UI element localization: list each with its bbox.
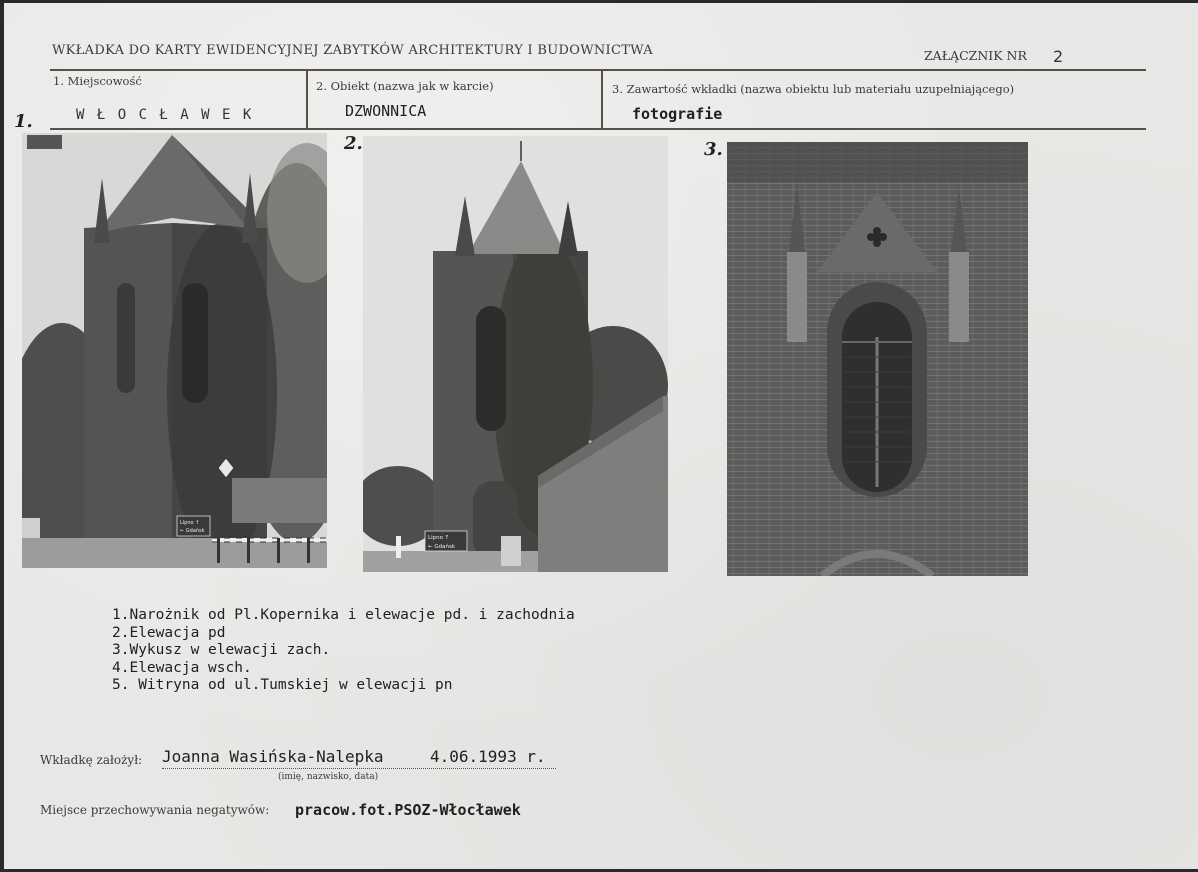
- locality-value: W Ł O C Ł A W E K: [76, 107, 254, 123]
- caption-3: 3.Wykusz w elewacji zach.: [112, 642, 331, 658]
- creator-label: Wkładkę założył:: [40, 753, 143, 767]
- caption-4: 4.Elewacja wsch.: [112, 659, 252, 676]
- document-sheet: [4, 3, 1198, 869]
- locality-label: 1. Miejscowość: [53, 74, 142, 88]
- creator-hint: (imię, nazwisko, data): [278, 772, 379, 782]
- svg-text:← Gdańsk: ← Gdańsk: [428, 544, 456, 550]
- creator-date: 4.06.1993 r.: [430, 747, 546, 766]
- bell-tower-south-image: [363, 136, 668, 572]
- object-label: 2. Obiekt (nazwa jak w karcie): [316, 79, 494, 93]
- field-divider-2: [601, 69, 603, 129]
- negatives-location: pracow.fot.PSOZ-Włocławek: [295, 801, 521, 819]
- svg-text:Lipno ↑: Lipno ↑: [180, 520, 200, 526]
- contents-label: 3. Zawartość wkładki (nazwa obiektu lub materiału uzupełniającego): [612, 82, 1015, 96]
- photo-number-2: 2.: [344, 133, 363, 154]
- svg-text:← Gdańsk: ← Gdańsk: [180, 528, 205, 534]
- photo-number-3: 3.: [704, 139, 723, 160]
- header-rule-bottom: [50, 128, 1146, 130]
- caption-1: 1.Narożnik od Pl.Kopernika i elewacje pd. i zachodnia: [112, 607, 575, 623]
- field-divider-1: [306, 69, 308, 129]
- negatives-label: Miejsce przechowywania negatywów:: [40, 803, 270, 817]
- header-rule-top: [50, 69, 1146, 71]
- gothic-oriel-window-image: [727, 142, 1028, 576]
- annex-number: 2: [1053, 47, 1064, 66]
- annex-label: ZAŁĄCZNIK NR: [924, 48, 1027, 63]
- svg-text:Lipno ↑: Lipno ↑: [428, 535, 450, 541]
- caption-5: 5. Witryna od ul.Tumskiej w elewacji pn: [112, 677, 453, 693]
- photo-1: [22, 133, 327, 568]
- photo-number-1: 1.: [14, 111, 33, 132]
- object-value: DZWONNICA: [345, 102, 427, 120]
- caption-2: 2.Elewacja pd: [112, 624, 226, 641]
- photo-captions: [112, 607, 575, 695]
- photo-2: [363, 136, 668, 572]
- document-title: WKŁADKA DO KARTY EWIDENCYJNEJ ZABYTKÓW ARCHITEKTURY I BUDOWNICTWA: [52, 43, 653, 58]
- bell-tower-corner-image: [22, 133, 327, 568]
- creator-dotted-line: [162, 768, 556, 769]
- creator-name: Joanna Wasińska-Nalepka: [162, 747, 384, 766]
- photo-3: [727, 142, 1028, 576]
- contents-value: fotografie: [632, 105, 723, 123]
